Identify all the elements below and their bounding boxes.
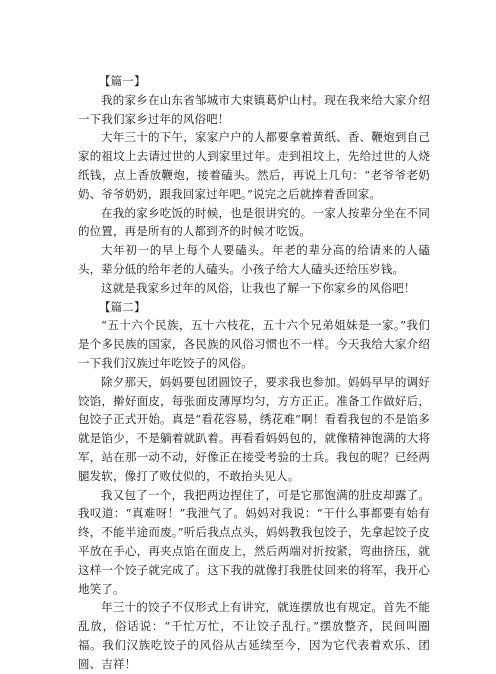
paragraph: “五十六个民族，五十六枝花，五十六个兄弟姐妹是一家。”我们是个多民族的国家，各民族的风俗习惯也不一样。今天我给大家介绍一下我们汉族过年吃饺子的风俗。 <box>78 318 430 370</box>
section-heading-1: 【篇一】 <box>99 74 146 88</box>
paragraph: 年三十的饺子不仅形式上有讲究，就连摆放也有规定。首先不能乱放，俗话说：“千忙万忙，不让饺子乱行。”摆放整齐，民间叫圈福。我们汉族吃饺子的风俗从古延续至今，因为它代表着欢乐、团圆、吉祥！ <box>78 600 430 671</box>
paragraph: 我又包了一个，我把两边捏住了，可是它那饱满的肚皮却露了。我叹道：“真难呀！”我泄气了。妈妈对我说：“干什么事都要有始有终，不能半途而废。”听后我点点头，妈妈教我包饺子，先拿起饺子皮平放在手心，再夹点馅在面皮上，然后两端对折按紧，弯曲挤压，就这样一个饺子就完成了。这下我的就像打我胜仗回来的将军，我开心地笑了。 <box>78 487 430 596</box>
document-page <box>78 72 430 674</box>
paragraph: 这就是我家乡过年的风俗，让我也了解一下你家乡的风俗吧！ <box>101 280 416 295</box>
section-heading-2: 【篇二】 <box>99 299 146 314</box>
paragraph: 我的家乡在山东省邹城市大束镇葛炉山村。现在我来给大家介绍一下我们家乡过年的风俗吧！ <box>78 92 430 126</box>
paragraph: 大年三十的下午，家家户户的人都要拿着黄纸、香、鞭炮到自己家的祖坟上去请过世的人到家里过年。走到祖坟上，先给过世的人烧纸钱，点上香放鞭炮，接着磕头。然后，再说上几句：“老爷爷老奶奶、爷爷奶奶，跟我回家过年吧。”说完之后就捧着香回家。 <box>78 130 430 201</box>
paragraph: 在我的家乡吃饭的时候，也是很讲究的。一家人按辈分坐在不同的位置，再是所有的人都到齐的时候才吃饭。 <box>78 205 430 239</box>
paragraph: 大年初一的早上每个人要磕头。年老的辈分高的给请来的人磕头，辈分低的给年老的人磕头。小孩子给大人磕头还给压岁钱。 <box>78 243 430 276</box>
paragraph: 除夕那天，妈妈要包团圆饺子，要求我也参加。妈妈早早的调好饺馅，擀好面皮，每张面皮薄厚均匀，方方正正。准备工作做好后，包饺子正式开始。真是“看花容易，绣花难”啊！看看我包的不是馅多就是馅少，不是躺着就趴着。再看看妈妈包的，就像精神饱满的大将军，站在那一动不动，好像正在接受考验的士兵。我包的呢？已经两腿发软，像打了败仗似的，不敢抬头见人。 <box>78 374 430 483</box>
